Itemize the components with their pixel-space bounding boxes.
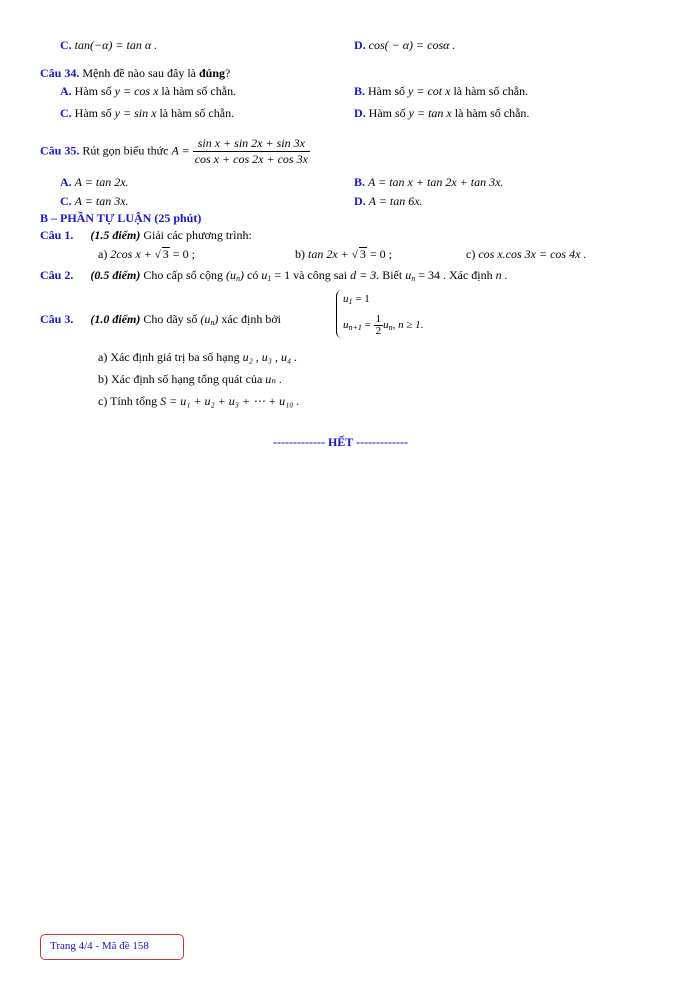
- option-label: D.: [354, 38, 366, 52]
- text: xác định bởi: [221, 312, 282, 326]
- option-text: Hàm số: [368, 106, 406, 120]
- system-line-1: [343, 292, 370, 307]
- tl1-part-c: [466, 247, 586, 262]
- text: Cho cấp số cộng: [143, 268, 223, 282]
- part-label: b): [295, 247, 305, 261]
- question-label: Câu 34.: [40, 66, 80, 80]
- option-math: A = tan 2x.: [74, 175, 129, 189]
- q34-option-c: [60, 106, 234, 121]
- q35-option-d: [354, 194, 423, 209]
- tl2-stem: [40, 268, 508, 283]
- option-label: D.: [354, 106, 366, 120]
- option-math: A = tan 3x.: [74, 194, 129, 208]
- option-label: C.: [60, 194, 72, 208]
- option-label: A.: [60, 84, 72, 98]
- equation: 2cos x +: [110, 247, 152, 261]
- option-label: C.: [60, 106, 72, 120]
- u1-sub: 1: [267, 274, 272, 283]
- seq: (u: [200, 312, 211, 326]
- q35-stem: [40, 136, 310, 167]
- question-label: Câu 35.: [40, 143, 80, 158]
- q34-option-d: [354, 106, 529, 121]
- option-label: A.: [60, 175, 72, 189]
- q34-option-a: [60, 84, 236, 99]
- q34-stem: [40, 66, 230, 81]
- equals: =: [364, 319, 371, 332]
- q35-option-a: [60, 175, 129, 190]
- sqrt-radicand: 3: [359, 247, 366, 261]
- points: (0.5 điểm): [90, 268, 141, 282]
- u1-value: = 1: [274, 268, 291, 282]
- fraction: [374, 314, 384, 337]
- option-label: B.: [354, 84, 366, 98]
- value: = 1: [355, 293, 370, 305]
- condition: , n ≥ 1: [392, 319, 421, 332]
- un-sub: n: [411, 274, 416, 283]
- points: (1.5 điểm): [90, 228, 141, 242]
- question-text: Giải các phương trình:: [143, 228, 252, 242]
- question-label: Câu 1.: [40, 228, 74, 242]
- part-label: c): [466, 247, 476, 261]
- term: uₙ .: [265, 372, 283, 386]
- tl3-part-b: [98, 372, 282, 387]
- text: có: [247, 268, 259, 282]
- u-sub: n+1: [348, 323, 362, 333]
- option-text: Hàm số: [74, 106, 112, 120]
- seq-close: ): [214, 312, 219, 326]
- terms: u₂ , u₃ , u₄ .: [242, 350, 298, 364]
- footer-page-code: Trang 4/4 - Mã đề 158: [50, 940, 149, 952]
- q35-option-b: [354, 175, 503, 190]
- tl1-part-a: a) 2cos x + √ 3 = 0 ;: [98, 247, 195, 261]
- u: u: [343, 319, 349, 332]
- option-math: A = tan x + tan 2x + tan 3x.: [368, 175, 504, 189]
- system-brace: [336, 290, 342, 338]
- text: c) Tính tổng: [98, 394, 158, 408]
- q33-option-c: [60, 38, 157, 53]
- fraction: [193, 136, 310, 167]
- tl3-stem: [40, 312, 281, 327]
- sum: S = u₁ + u₂ + u₃ + ⋯ + u₁₀ .: [160, 394, 300, 408]
- question-emphasis: đúng: [198, 66, 226, 80]
- fraction-denominator: 2: [375, 325, 382, 337]
- option-math: y = sin x: [114, 106, 157, 120]
- seq-close: ): [240, 268, 244, 282]
- option-math: y = cot x: [408, 84, 451, 98]
- question-text: Mệnh đề nào sau đây là: [82, 66, 196, 80]
- u-sub: n: [388, 323, 393, 333]
- option-label: C.: [60, 38, 72, 52]
- sqrt-radicand: 3: [162, 247, 169, 261]
- seq-sub: n: [210, 318, 215, 327]
- un-value: = 34 .: [418, 268, 446, 282]
- system-line-2: [343, 314, 423, 337]
- text: và công sai: [293, 268, 348, 282]
- period: .: [420, 319, 424, 332]
- option-math: y = tan x: [408, 106, 452, 120]
- text: Biết: [382, 268, 403, 282]
- end-mark: ------------- HẾT -------------: [273, 435, 409, 449]
- option-text: là hàm số chẵn.: [454, 106, 530, 120]
- option-math: cos( − α) = cosα .: [368, 38, 456, 52]
- tl3-part-a: [98, 350, 297, 365]
- option-label: D.: [354, 194, 366, 208]
- expression-lhs: A =: [171, 143, 190, 158]
- text: Xác định: [448, 268, 493, 282]
- equation-end: = 0 ;: [172, 247, 195, 261]
- text: b) Xác định số hạng tổng quát của: [98, 372, 263, 386]
- fraction-numerator: 1: [375, 313, 382, 325]
- question-label: Câu 3.: [40, 312, 74, 326]
- section-title: B – PHẦN TỰ LUẬN (25 phút): [40, 211, 202, 225]
- fraction-denominator: cos x + cos 2x + cos 3x: [194, 152, 308, 166]
- option-math: y = cos x: [114, 84, 159, 98]
- seq: (u: [226, 268, 236, 282]
- tl1-part-b: b) tan 2x + √ 3 = 0 ;: [295, 247, 392, 261]
- fraction-numerator: sin x + sin 2x + sin 3x: [193, 136, 310, 152]
- text: a) Xác định giá trị ba số hạng: [98, 350, 240, 364]
- un: u: [405, 268, 412, 282]
- option-label: B.: [354, 175, 366, 189]
- tl3-part-c: [98, 394, 299, 409]
- equation-end: = 0 ;: [369, 247, 392, 261]
- seq-sub: n: [236, 274, 240, 283]
- q35-option-c: [60, 194, 129, 209]
- option-text: Hàm số: [368, 84, 406, 98]
- equation: tan 2x +: [308, 247, 349, 261]
- option-text: là hàm số chẵn.: [453, 84, 529, 98]
- u1: u: [261, 268, 268, 282]
- option-math: A = tan 6x.: [368, 194, 423, 208]
- text: Cho dãy số: [143, 312, 198, 326]
- question-text: Rút gọn biểu thức: [82, 143, 169, 158]
- option-text: Hàm số: [74, 84, 112, 98]
- tl1-stem: [40, 228, 252, 243]
- u: u: [383, 319, 389, 332]
- option-math: tan(−α) = tan α .: [74, 38, 158, 52]
- unknown-n: n .: [495, 268, 508, 282]
- points: (1.0 điểm): [90, 312, 141, 326]
- question-label: Câu 2.: [40, 268, 74, 282]
- q34-option-b: [354, 84, 528, 99]
- q33-option-d: [354, 38, 455, 53]
- part-label: a): [98, 247, 108, 261]
- equation: cos x.cos 3x = cos 4x .: [478, 247, 587, 261]
- question-text-end: ?: [225, 66, 231, 80]
- u: u: [343, 293, 349, 305]
- option-text: là hàm số chẵn.: [161, 84, 237, 98]
- u-sub: 1: [348, 297, 353, 306]
- option-text: là hàm số chẵn.: [159, 106, 235, 120]
- common-difference: d = 3.: [350, 268, 380, 282]
